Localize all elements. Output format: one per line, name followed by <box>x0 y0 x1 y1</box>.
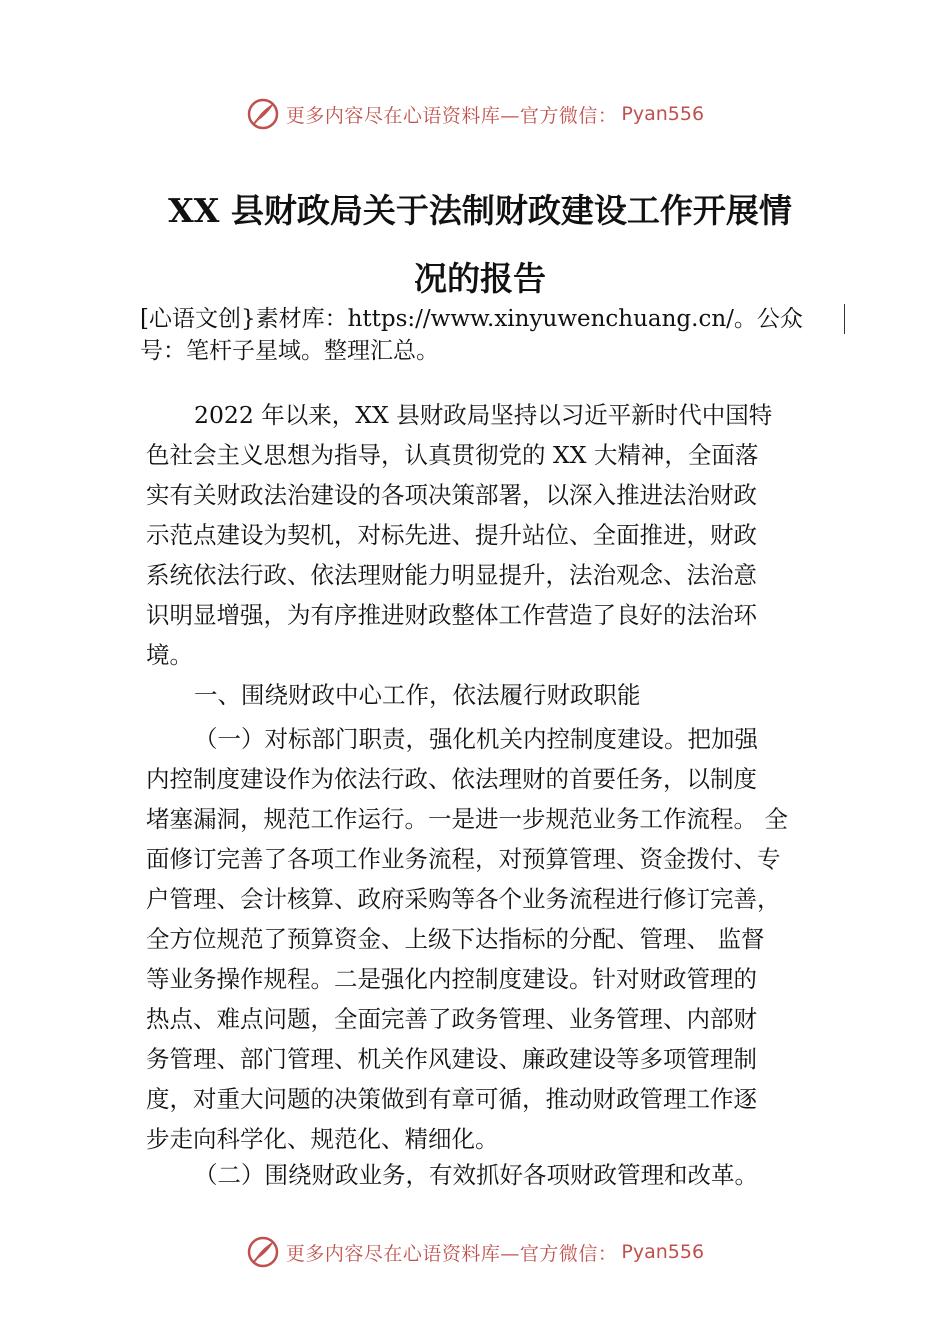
body-line: 度，对重大问题的决策做到有章可循，推动财政管理工作逐 <box>146 1085 757 1113</box>
body-line: 内控制度建设作为依法行政、依法理财的首要任务，以制度 <box>146 765 757 793</box>
watermark-text: 更多内容尽在心语资料库—官方微信： <box>285 104 618 127</box>
watermark-account: Pyan556 <box>621 103 705 125</box>
quill-logo-icon <box>246 1235 280 1269</box>
body-line: 境。 <box>146 641 193 669</box>
body-line: 系统依法行政、依法理财能力明显提升，法治观念、法治意 <box>146 561 757 589</box>
body-line: 2022 年以来，XX 县财政局坚持以习近平新时代中国特 <box>194 401 773 429</box>
body-line: 实有关财政法治建设的各项决策部署，以深入推进法治财政 <box>146 481 757 509</box>
watermark-banner-bottom <box>0 1232 950 1272</box>
body-line: 识明显增强，为有序推进财政整体工作营造了良好的法治环 <box>146 601 757 629</box>
subsection-heading: （一）对标部门职责，强化机关内控制度建设。把加强 <box>194 725 758 753</box>
source-note-line-2: 号：笔杆子星域。整理汇总。 <box>140 338 439 364</box>
body-line: 热点、难点问题，全面完善了政务管理、业务管理、内部财 <box>146 1005 757 1033</box>
body-line: 等业务操作规程。二是强化内控制度建设。针对财政管理的 <box>146 965 757 993</box>
body-line: 务管理、部门管理、机关作风建设、廉政建设等多项管理制 <box>146 1045 757 1073</box>
watermark-banner-top <box>0 94 950 134</box>
watermark-account: Pyan556 <box>621 1241 705 1263</box>
body-line: 户管理、会计核算、政府采购等各个业务流程进行修订完善， <box>146 885 781 913</box>
body-line: 色社会主义思想为指导，认真贯彻党的 XX 大精神，全面落 <box>146 441 759 469</box>
title-line-2: 况的报告 <box>414 259 546 298</box>
quill-logo-icon <box>246 97 280 131</box>
subsection-heading: （二）围绕财政业务，有效抓好各项财政管理和改革。 <box>194 1161 758 1189</box>
title-line-1: XX 县财政局关于法制财政建设工作开展情 <box>168 191 792 230</box>
body-line: 面修订完善了各项工作业务流程，对预算管理、资金拨付、专 <box>146 845 781 873</box>
body-line: 全方位规范了预算资金、上级下达指标的分配、管理、 监督 <box>146 925 765 953</box>
body-line: 示范点建设为契机，对标先进、提升站位、全面推进，财政 <box>146 521 757 549</box>
body-line: 步走向科学化、规范化、精细化。 <box>146 1125 499 1153</box>
document-title <box>140 186 820 304</box>
source-note-line-1: [心语文创}素材库：https://www.xinyuwenchuang.cn/。公众 <box>140 304 845 334</box>
body-line: 堵塞漏洞，规范工作运行。一是进一步规范业务工作流程。 全 <box>146 805 788 833</box>
watermark-text: 更多内容尽在心语资料库—官方微信： <box>285 1242 618 1265</box>
section-heading: 一、围绕财政中心工作，依法履行财政职能 <box>194 681 641 709</box>
